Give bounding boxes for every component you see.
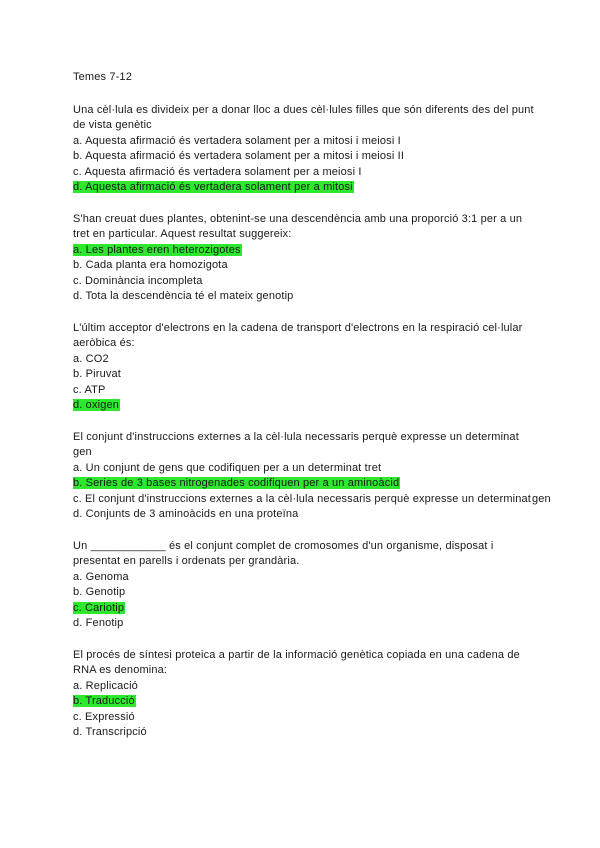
question-prompt-line: Un ____________ és el conjunt complet de cromosomes d'un organisme, disposat i xyxy=(73,539,494,552)
answer-option-text: a. Les plantes eren heterozigotes xyxy=(73,243,241,256)
question-prompt xyxy=(73,539,543,570)
answer-option-text-line: c. El conjunt d'instruccions externes a la cèl·lula necessaris perquè expresse un determinat xyxy=(73,492,531,505)
question-prompt xyxy=(73,321,543,352)
answer-option-text: d. Conjunts de 3 aminoàcids en una proteïna xyxy=(73,508,299,520)
answer-option xyxy=(73,165,543,181)
question-block xyxy=(73,539,543,632)
answer-option-text: d. oxigen xyxy=(73,399,119,411)
question-prompt-line: RNA es denomina: xyxy=(73,664,168,676)
answer-option-text: d. Tota la descendència té el mateix genotip xyxy=(73,290,294,302)
question-prompt xyxy=(73,103,543,134)
answer-option xyxy=(73,367,543,383)
question-prompt-line: gen xyxy=(73,446,92,458)
answer-option xyxy=(73,274,543,290)
answer-option-highlighted xyxy=(73,243,543,259)
answer-option-highlighted xyxy=(73,476,543,492)
answer-option-text: a. Aquesta afirmació és vertadera solament per a mitosi i meiosi I xyxy=(73,134,401,147)
answer-option-text: b. Cada planta era homozigota xyxy=(73,259,228,271)
question-block xyxy=(73,103,543,196)
answer-option-text: b. Piruvat xyxy=(73,368,121,380)
answer-option xyxy=(73,507,543,523)
answer-option-highlighted xyxy=(73,180,543,196)
question-prompt-line: Una cèl·lula es divideix per a donar lloc a dues cèl·lules filles que són diferents des del punt xyxy=(73,103,534,116)
answer-option-text: d. Aquesta afirmació és vertadera solament per a mitosi xyxy=(73,181,353,193)
answer-option-text-line: gen xyxy=(531,492,551,505)
question-prompt xyxy=(73,430,543,461)
document-body xyxy=(73,70,551,757)
answer-option-text: c. ATP xyxy=(73,383,106,396)
answer-option xyxy=(73,616,543,632)
question-block xyxy=(73,212,543,305)
answer-option-text: b. Aquesta afirmació és vertadera solament per a mitosi i meiosi II xyxy=(73,150,405,162)
answer-option xyxy=(73,679,543,695)
answer-option-text: c. Dominància incompleta xyxy=(73,274,203,287)
answer-option-text: b. Series de 3 bases nitrogenades codifiquen per a un aminoàcid xyxy=(73,477,400,489)
answer-option-highlighted xyxy=(73,398,543,414)
question-block xyxy=(73,648,543,741)
answer-option-text: b. Traducció xyxy=(73,695,135,707)
answer-option xyxy=(73,134,543,150)
answer-option xyxy=(73,352,543,368)
question-prompt-line: S'han creuat dues plantes, obtenint-se una descendència amb una proporció 3:1 per a un xyxy=(73,212,523,225)
answer-option xyxy=(73,383,543,399)
question-prompt-line: de vista genètic xyxy=(73,119,152,131)
answer-option-highlighted xyxy=(73,601,543,617)
answer-option-text: b. Genotip xyxy=(73,586,126,598)
answer-option-text: c. Aquesta afirmació és vertadera solament per a meiosi I xyxy=(73,165,362,178)
answer-option-text: d. Transcripció xyxy=(73,726,147,738)
answer-option xyxy=(73,461,543,477)
answer-option xyxy=(73,710,543,726)
answer-option xyxy=(73,289,543,305)
answer-option xyxy=(73,258,543,274)
question-prompt xyxy=(73,212,543,243)
answer-option xyxy=(73,492,551,508)
answer-option-text: a. CO2 xyxy=(73,352,109,365)
answer-option-highlighted xyxy=(73,694,543,710)
answer-option-text: a. Genoma xyxy=(73,570,129,583)
question-block xyxy=(73,321,543,414)
question-block xyxy=(73,430,551,523)
answer-option xyxy=(73,725,543,741)
answer-option xyxy=(73,570,543,586)
question-prompt-line: El conjunt d'instruccions externes a la cèl·lula necessaris perquè expresse un determinat xyxy=(73,430,519,443)
question-prompt-line: El procés de síntesi proteica a partir de la informació genètica copiada en una cadena de xyxy=(73,648,520,661)
answer-option xyxy=(73,149,543,165)
answer-option-text: c. Cariotip xyxy=(73,601,125,614)
question-prompt-line: presentat en parells i ordenats per grandària. xyxy=(73,555,300,567)
question-prompt xyxy=(73,648,543,679)
question-prompt-line: aeròbica és: xyxy=(73,337,135,349)
answer-option-text: a. Un conjunt de gens que codifiquen per a un determinat tret xyxy=(73,461,382,474)
question-prompt-line: tret en particular. Aquest resultat suggereix: xyxy=(73,228,292,240)
answer-option-text: c. Expressió xyxy=(73,710,135,723)
answer-option-text: a. Replicació xyxy=(73,679,138,692)
answer-option-text: d. Fenotip xyxy=(73,617,124,629)
answer-option xyxy=(73,585,543,601)
document-title: Temes 7-12 xyxy=(73,71,132,83)
question-list xyxy=(73,103,551,741)
question-prompt-line: L'últim acceptor d'electrons en la cadena de transport d'electrons en la respiració cel·lular xyxy=(73,321,523,334)
